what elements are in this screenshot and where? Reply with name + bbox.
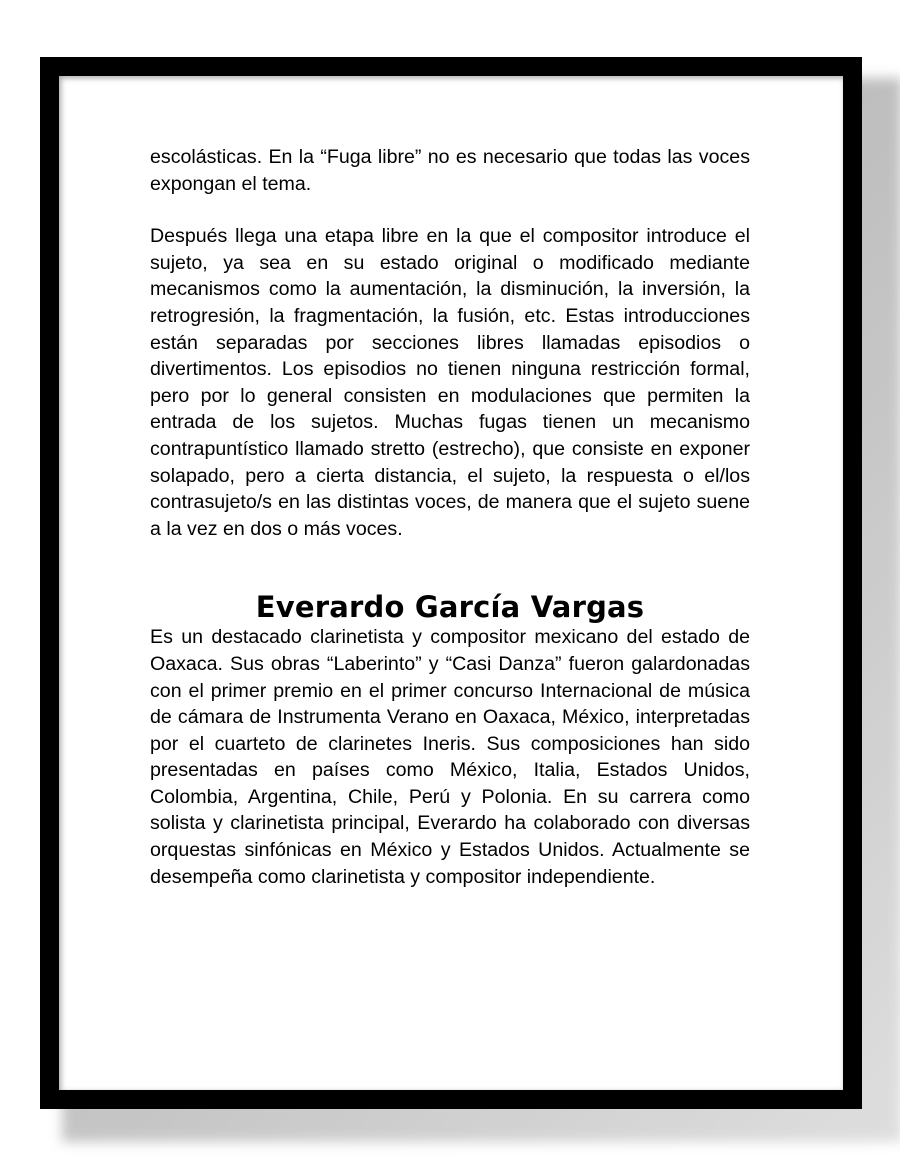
document-page xyxy=(150,144,750,890)
paragraph-biography: Es un destacado clarinetista y compositor mexicano del estado de Oaxaca. Sus obras “Laberinto” y “Casi Danza” fueron galardonadas con el primer premio en el primer concurso Internacional de música de cámara de Instrumenta Verano en Oaxaca, México, interpretadas por el cuarteto de clarinetes Ineris. Sus composiciones han sido presentadas en países como México, Italia, Estados Unidos, Colombia, Argentina, Chile, Perú y Polonia. En su carrera como solista y clarinetista principal, Everardo ha colaborado con diversas orquestas sinfónicas en México y Estados Unidos. Actualmente se desempeña como clarinetista y compositor independiente. xyxy=(150,626,750,888)
paragraph-fuga-libre: escolásticas. En la “Fuga libre” no es necesario que todas las voces expongan el tema. xyxy=(150,146,750,195)
paragraph-etapa-libre: Después llega una etapa libre en la que el compositor introduce el sujeto, ya sea en su estado original o modificado mediante mecanismos como la aumentación, la disminución, la inversión, la retrogresión, la fragmentación, la fusión, etc. Estas introducciones están separadas por secciones libres llamadas episodios o divertimentos. Los episodios no tienen ninguna restricción formal, pero por lo general consisten en modulaciones que permiten la entrada de los sujetos. Muchas fugas tienen un mecanismo contrapuntístico llamado stretto (estrecho), que consiste en exponer solapado, pero a cierta distancia, el sujeto, la respuesta o el/los contrasujeto/s en las distintas voces, de manera que el sujeto suene a la vez en dos o más voces. xyxy=(150,225,750,540)
section-heading: Everardo García Vargas xyxy=(255,590,645,625)
